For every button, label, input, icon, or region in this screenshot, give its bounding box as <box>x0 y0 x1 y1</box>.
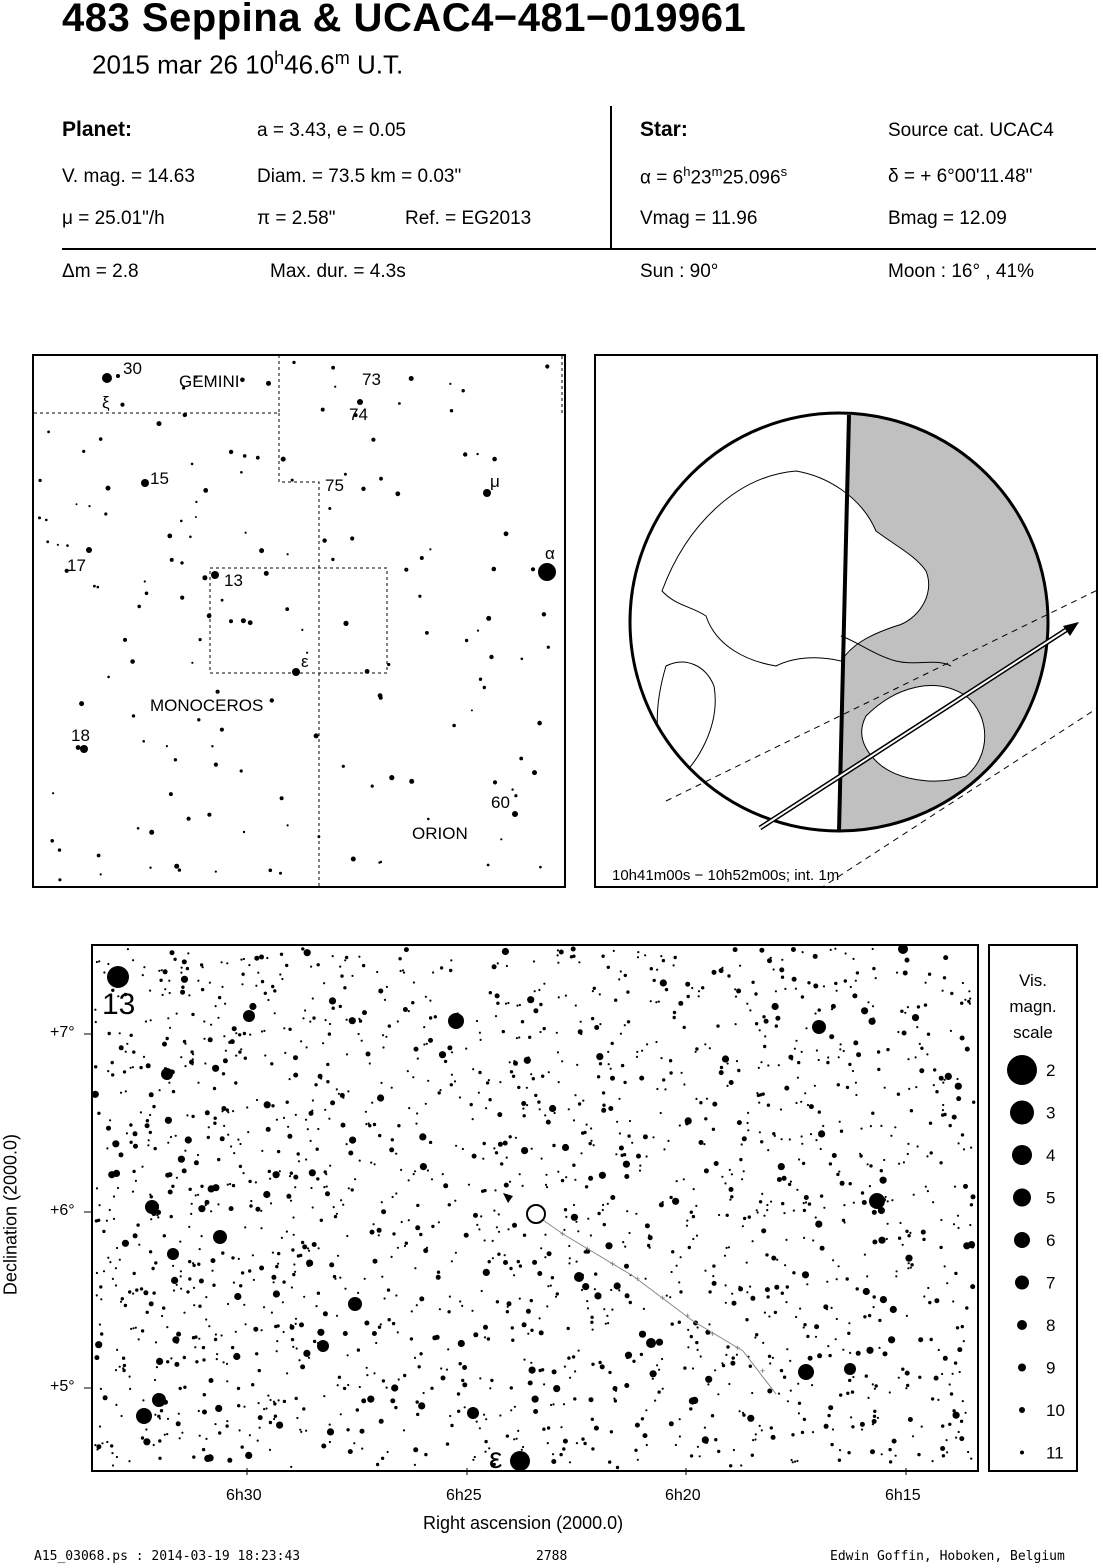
finder-star <box>350 536 354 540</box>
finder-star <box>331 366 335 370</box>
finder-star <box>486 616 491 621</box>
finder-star <box>45 519 48 522</box>
legend-dot-mag-8 <box>1017 1320 1027 1330</box>
legend-label-mag-9: 9 <box>1046 1358 1056 1378</box>
finder-star <box>76 503 78 505</box>
planet-vmag: V. mag. = 14.63 <box>62 166 195 187</box>
finder-star <box>389 775 394 780</box>
legend-dot-mag-4 <box>1012 1145 1032 1165</box>
finder-star <box>279 872 282 875</box>
finder-star <box>220 728 224 732</box>
finder-star <box>493 780 497 784</box>
finder-star <box>142 740 145 743</box>
label-gemini: GEMINI <box>179 372 240 391</box>
finder-star <box>285 607 289 611</box>
finder-star <box>328 507 331 510</box>
finder-star <box>174 864 179 869</box>
finder-star <box>211 745 213 747</box>
star-dec: δ = + 6°00'11.48" <box>888 166 1033 187</box>
planet-orbit: a = 3.43, e = 0.05 <box>257 120 406 141</box>
finder-star <box>264 571 269 576</box>
globe-panel <box>594 354 1098 888</box>
sun-elongation: Sun : 90° <box>640 261 719 282</box>
finder-star <box>137 605 141 609</box>
finder-star <box>542 612 546 616</box>
finder-star <box>167 534 172 539</box>
finder-bright-star <box>538 563 556 581</box>
finder-star <box>221 599 224 602</box>
star-source: Source cat. UCAC4 <box>888 120 1054 141</box>
finder-star <box>149 867 151 869</box>
label-75: 75 <box>325 476 344 495</box>
label-74: 74 <box>349 405 368 424</box>
finder-star <box>189 536 192 539</box>
finder-star <box>361 487 365 491</box>
finder-star <box>404 568 408 572</box>
finder-star <box>351 857 356 862</box>
finder-star <box>511 788 513 790</box>
footer-author: Edwin Goffin, Hoboken, Belgium <box>830 1549 1065 1564</box>
legend-dot-mag-9 <box>1018 1364 1026 1372</box>
finder-star <box>93 585 96 588</box>
finder-bright-star <box>116 374 120 378</box>
finder-star <box>180 596 184 600</box>
finder-star <box>322 538 326 542</box>
label-monoceros: MONOCEROS <box>150 696 264 715</box>
gemini-boundary <box>34 356 279 413</box>
finder-star <box>371 785 374 788</box>
finder-star <box>187 817 191 821</box>
finder-star <box>76 745 81 750</box>
finder-star <box>256 456 260 460</box>
xtick-6h30: 6h30 <box>226 1487 262 1504</box>
finder-star <box>100 873 102 875</box>
finder-star <box>66 544 69 547</box>
finder-star <box>58 848 61 851</box>
finder-star <box>215 871 217 873</box>
finder-star <box>492 567 497 572</box>
finder-star <box>291 479 294 482</box>
finder-star <box>199 638 202 641</box>
finder-star <box>241 618 246 623</box>
finder-star <box>287 824 289 826</box>
finder-star <box>519 757 523 761</box>
event-title: 483 Seppina & UCAC4−481−019961 <box>62 0 747 40</box>
star-ra: $\alpha = 6^h23^m25.096^s$ <box>640 164 788 189</box>
finder-star <box>79 701 84 706</box>
finder-star <box>462 389 465 392</box>
finder-star <box>449 383 451 385</box>
finder-star <box>331 558 334 561</box>
finder-bright-star <box>512 811 518 817</box>
finder-star <box>479 678 482 681</box>
finder-star <box>82 450 85 453</box>
finder-star <box>365 669 370 674</box>
finder-star <box>492 457 497 462</box>
finder-star <box>97 854 101 858</box>
finder-star <box>463 452 467 456</box>
xtick-6h15: 6h15 <box>885 1487 921 1504</box>
planet-reference: Ref. = EG2013 <box>405 208 532 229</box>
finder-star <box>287 553 289 555</box>
finder-svg <box>34 356 564 886</box>
finder-star <box>243 454 247 458</box>
finder-star <box>395 491 400 496</box>
planet-diameter: Diam. = 73.5 km = 0.03" <box>257 166 462 187</box>
legend-label-mag-4: 4 <box>1046 1146 1056 1165</box>
label-alpha: α <box>545 544 555 563</box>
legend-label-mag-10: 10 <box>1046 1401 1065 1420</box>
label-mu: μ <box>490 472 500 491</box>
finder-star <box>202 575 207 580</box>
finder-star <box>429 548 431 550</box>
finder-star <box>378 862 380 864</box>
finder-star <box>99 437 103 441</box>
finder-star <box>487 864 490 867</box>
finder-star <box>450 409 453 412</box>
finder-star <box>130 659 135 664</box>
finder-star <box>106 486 111 491</box>
finder-star <box>229 619 233 623</box>
finder-star <box>465 639 468 642</box>
legend-dot-mag-5 <box>1013 1189 1031 1207</box>
finder-star <box>52 792 54 794</box>
label-orion: ORION <box>412 824 468 843</box>
finder-star <box>195 516 197 518</box>
finder-star <box>245 532 247 534</box>
track-tick: + <box>735 1343 741 1353</box>
finder-star <box>371 438 375 442</box>
finder-star <box>88 505 90 507</box>
finder-star <box>539 866 542 869</box>
finder-star <box>427 818 430 821</box>
finder-star <box>547 646 550 649</box>
finder-star <box>243 831 245 833</box>
ytick-7: +7° <box>50 1024 75 1041</box>
finder-star <box>344 473 347 476</box>
label-17: 17 <box>67 556 86 575</box>
legend-label-mag-8: 8 <box>1046 1316 1056 1335</box>
finder-star <box>214 763 218 767</box>
planet-motion: μ = 25.01"/h <box>62 208 165 229</box>
label-73: 73 <box>362 370 381 389</box>
legend-dot-mag-3 <box>1010 1101 1034 1125</box>
finder-star <box>145 592 149 596</box>
label-xi: ξ <box>102 393 110 412</box>
finder-star <box>476 453 478 455</box>
track-tick: + <box>610 1259 616 1269</box>
finder-star <box>144 580 146 582</box>
finder-star <box>281 457 286 462</box>
finder-star <box>379 477 383 481</box>
finder-star <box>409 779 414 784</box>
finder-star <box>170 558 174 562</box>
finder-star <box>532 770 537 775</box>
legend-svg <box>990 946 1076 1470</box>
finder-chart <box>32 354 566 888</box>
finder-star <box>178 868 181 871</box>
legend-dot-mag-10 <box>1019 1407 1025 1413</box>
y-axis-label: Declination (2000.0) <box>0 1133 21 1296</box>
finder-star <box>545 364 549 368</box>
finder-star <box>343 621 348 626</box>
finder-star <box>216 690 220 694</box>
finder-star <box>197 718 200 721</box>
finder-star <box>259 548 264 553</box>
finder-star <box>301 629 303 631</box>
finder-star <box>183 413 187 417</box>
axis-layer <box>0 900 1103 1550</box>
finder-star <box>104 512 107 515</box>
finder-star <box>514 794 517 797</box>
finder-star <box>531 567 535 571</box>
finder-star <box>248 620 253 625</box>
track-tick: + <box>685 1311 691 1321</box>
finder-star <box>314 733 319 738</box>
finder-star <box>97 586 100 589</box>
legend-label-mag-6: 6 <box>1046 1231 1056 1250</box>
finder-star <box>107 676 110 679</box>
x-axis-label: Right ascension (2000.0) <box>423 1513 624 1533</box>
finder-star <box>477 630 479 632</box>
legend-dot-mag-11 <box>1020 1451 1024 1455</box>
globe-time-caption: 10h41m00s − 10h52m00s; int. 1m <box>612 867 840 884</box>
finder-star <box>120 403 124 407</box>
finder-star <box>420 556 424 560</box>
finder-bright-star <box>102 373 112 383</box>
finder-star <box>378 693 383 698</box>
finder-star <box>180 561 183 564</box>
finder-star <box>149 830 154 835</box>
finder-star <box>334 386 336 388</box>
finder-star <box>174 758 177 761</box>
main-label-epsilon: ε <box>489 1442 503 1470</box>
label-60: 60 <box>491 793 510 812</box>
finder-star <box>452 724 456 728</box>
xtick-6h20: 6h20 <box>665 1487 701 1504</box>
finder-bright-star <box>211 571 219 579</box>
mag-drop: Δm = 2.8 <box>62 261 139 282</box>
max-duration: Max. dur. = 4.3s <box>270 261 406 282</box>
finder-star <box>292 361 295 364</box>
finder-star <box>46 540 49 543</box>
ytick-5: +5° <box>50 1378 75 1395</box>
finder-star <box>132 714 135 717</box>
star-bmag: Bmag = 12.09 <box>888 208 1007 229</box>
track-tick: + <box>760 1366 766 1376</box>
finder-star <box>240 378 245 383</box>
finder-star <box>38 516 41 519</box>
finder-star <box>157 421 162 426</box>
shadow-direction-arrow <box>1063 622 1079 636</box>
event-datetime: 2015 mar 26 10$^h$46.6$^m$ U.T. <box>92 48 404 80</box>
magnitude-legend <box>988 944 1078 1472</box>
finder-star <box>425 631 429 635</box>
track-tick: + <box>585 1244 591 1254</box>
legend-label-mag-11: 11 <box>1046 1443 1064 1463</box>
label-15: 15 <box>150 469 169 488</box>
finder-star <box>270 698 274 702</box>
label-13: 13 <box>224 571 243 590</box>
label-18: 18 <box>71 726 90 745</box>
legend-dot-mag-6 <box>1014 1232 1030 1248</box>
finder-star <box>500 838 502 840</box>
finder-star <box>537 721 542 726</box>
star-vmag: Vmag = 11.96 <box>640 208 758 229</box>
finder-star <box>207 613 212 618</box>
planet-parallax: π = 2.58" <box>257 208 336 229</box>
monoceros-boundary <box>279 413 319 886</box>
globe-svg <box>596 356 1096 886</box>
finder-star <box>58 878 61 881</box>
header-rule <box>62 248 1096 250</box>
finder-star <box>409 376 414 381</box>
legend-label-mag-3: 3 <box>1046 1103 1056 1123</box>
finder-star <box>240 471 243 474</box>
finder-star <box>191 662 193 664</box>
finder-star <box>166 745 168 747</box>
legend-dot-mag-2 <box>1007 1055 1037 1085</box>
finder-star <box>489 655 493 659</box>
finder-star <box>123 638 127 642</box>
finder-star <box>418 595 421 598</box>
finder-star <box>280 796 284 800</box>
legend-label-mag-2: 2 <box>1046 1061 1056 1080</box>
finder-bright-star <box>292 668 300 676</box>
finder-star <box>229 450 233 454</box>
finder-star <box>269 869 273 873</box>
finder-star <box>342 765 345 768</box>
xtick-6h25: 6h25 <box>446 1487 482 1504</box>
planet-heading: Planet: <box>62 118 133 141</box>
finder-star <box>191 463 194 466</box>
star-heading: Star: <box>640 118 688 141</box>
main-label-13: 13 <box>102 988 136 1021</box>
finder-star <box>504 531 509 536</box>
finder-bright-star <box>141 479 149 487</box>
track-tick: + <box>710 1329 716 1339</box>
finder-star <box>387 663 390 666</box>
label-epsilon: ε <box>301 652 309 671</box>
finder-star <box>50 839 54 843</box>
finder-star <box>180 520 183 523</box>
track-tick: + <box>635 1274 641 1284</box>
track-tick: + <box>560 1229 566 1239</box>
finder-star <box>169 792 173 796</box>
finder-star <box>321 408 325 412</box>
footer-number: 2788 <box>536 1549 568 1564</box>
header-divider <box>610 106 612 248</box>
finder-star <box>318 835 321 838</box>
legend-label-mag-5: 5 <box>1046 1188 1056 1208</box>
finder-star <box>38 479 41 482</box>
legend-dot-mag-7 <box>1015 1276 1029 1290</box>
finder-star <box>266 381 271 386</box>
finder-star <box>47 431 50 434</box>
finder-star <box>471 709 473 711</box>
finder-bright-star <box>80 745 88 753</box>
legend-label-mag-7: 7 <box>1046 1273 1056 1293</box>
finder-star <box>57 544 59 546</box>
footer-file: A15_03068.ps : 2014-03-19 18:23:43 <box>34 1549 301 1564</box>
finder-star <box>398 402 401 405</box>
legend-title: Vis. magn. scale <box>1009 971 1057 1042</box>
finder-star <box>240 769 243 772</box>
finder-star <box>521 658 524 661</box>
finder-bright-star <box>86 547 92 553</box>
ytick-6: +6° <box>50 1202 75 1219</box>
finder-star <box>483 686 486 689</box>
label-30: 30 <box>123 359 142 378</box>
track-tick: + <box>660 1293 666 1303</box>
finder-star <box>207 813 211 817</box>
finder-star <box>137 827 140 830</box>
finder-star <box>203 488 208 493</box>
finder-star <box>195 501 197 503</box>
moon-info: Moon : 16° , 41% <box>888 261 1034 282</box>
